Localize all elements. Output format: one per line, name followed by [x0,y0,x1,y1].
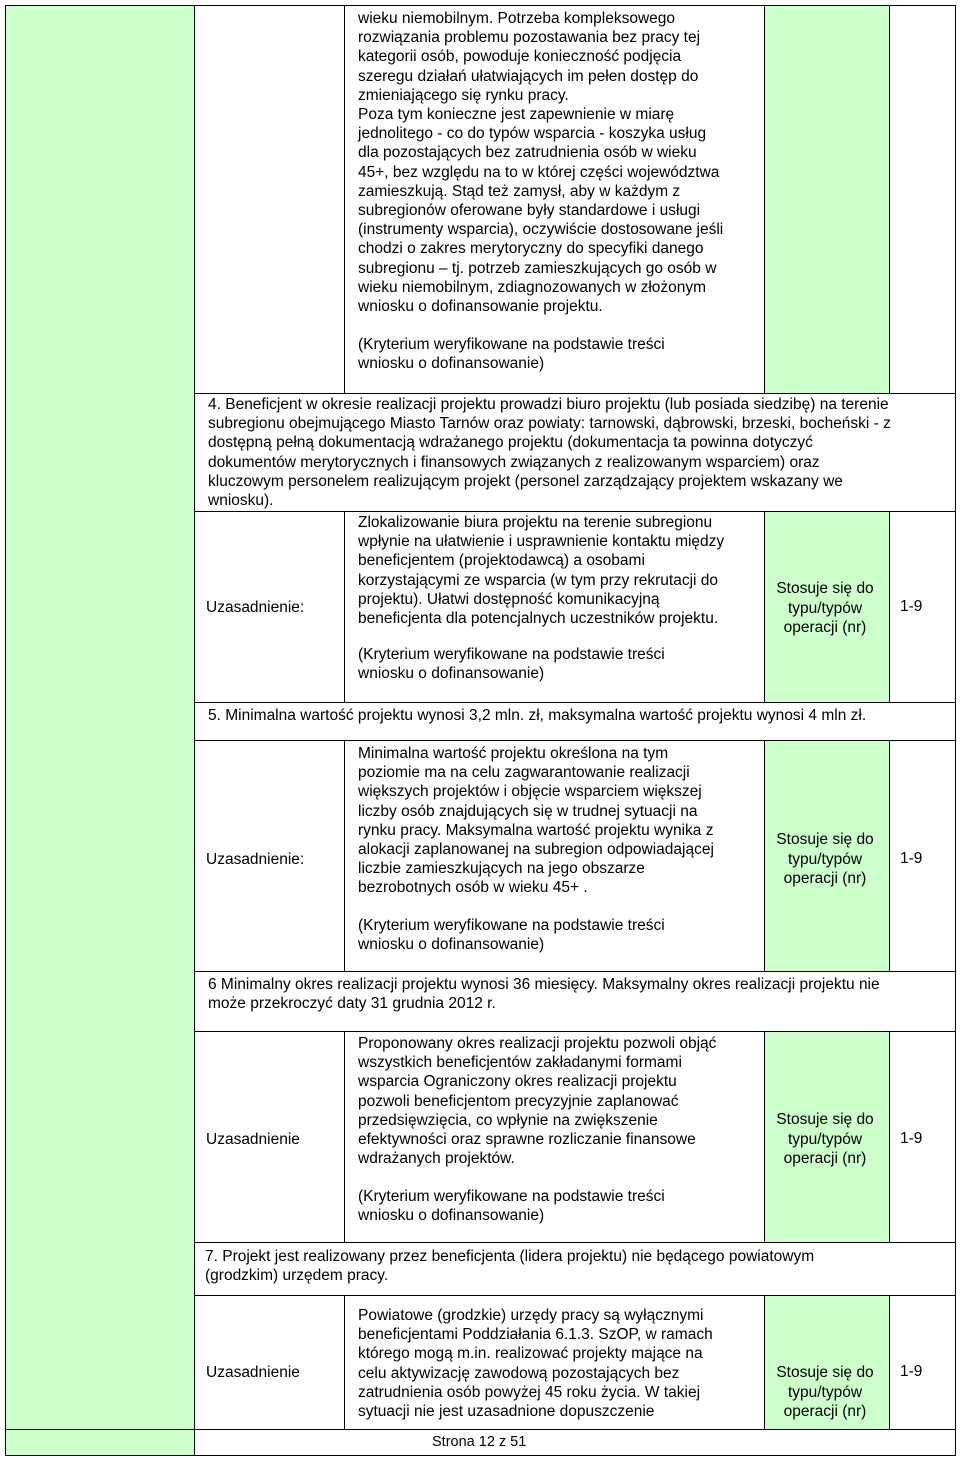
divider [194,1031,956,1032]
justification-label: Uzasadnienie: [206,599,305,616]
criterion-4-justification: Zlokalizowanie biura projektu na terenie subregionu wpłynie na ułatwienie i usprawnienie kontaktu między beneficjentem (projektodawcą) a osobami korzystającymi ze wsparcia (w tym przy rekrutacji do projektu). Ułatwi dostępność komunikacyjną beneficjenta dla potencjalnych uczestników projektu. [358,514,725,628]
divider [344,740,345,971]
criterion-6-header: 6 Minimalny okres realizacji projektu wynosi 36 miesięcy. Maksymalny okres realizacji projektu nie może przekroczyć daty 31 grudnia 2012 r. [208,976,880,1013]
divider [889,5,890,394]
criterion-5-justification: Minimalna wartość projektu określona na tym poziomie ma na celu zagwarantowanie realizacji większych projektów i objęcie wsparciem większej liczby osób znajdujących się w trudnej sytuacji na rynku pracy. Maksymalna wartość projektu wynika z alokacji zaplanowanej na subregion odpowiadającej liczbie zamieszkujących na jego obszarze bezrobotnych osób w wieku 45+ . [358,745,714,897]
divider [889,740,890,971]
table-border-left [5,5,6,1456]
operation-numbers: 1-9 [900,598,923,615]
divider [194,740,956,741]
table-border-top [5,5,956,6]
divider [344,5,345,394]
criterion-verification-note: (Kryterium weryfikowane na podstawie treści wniosku o dofinansowanie) [358,1188,665,1225]
applies-to-operation-types: Stosuje się do typu/typów operacji (nr) [776,1111,874,1167]
applies-to-operation-types: Stosuje się do typu/typów operacji (nr) [776,1364,874,1420]
divider [194,971,956,972]
justification-label: Uzasadnienie [206,1131,300,1148]
criterion-5-header: 5. Minimalna wartość projektu wynosi 3,2 mln. zł, maksymalna wartość projektu wynosi 4 mln zł. [208,707,867,724]
justification-text-continued: wieku niemobilnym. Potrzeba kompleksowego rozwiązania problemu pozostawania bez pracy tej kategorii osób, powoduje konieczność podjęcia szeregu działań ułatwiających im pełen dostęp do zmieniającego się rynku pracy. Poza tym konieczne jest zapewnienie w miarę jednolitego - co do typów wsparcia - koszyka usług dla pozostających bez zatrudnienia osób w wieku 45+, bez względu na to w której części województwa zamieszkują. Stąd też zamysł, aby w każdym z subregionów oferowane były standardowe i usługi (instrumenty wsparcia), oczywiście dostosowane jeśli chodzi o zakres merytoryczny do specyfiki danego subregionu – tj. potrzeb zamieszkujących go osób w wieku niemobilnym, zdiagnozowanych w złożonym wniosku o dofinansowanie projektu. [358,10,724,316]
criterion-verification-note: (Kryterium weryfikowane na podstawie treści wniosku o dofinansowanie) [358,917,665,954]
divider [344,1295,345,1429]
applies-to-operation-types: Stosuje się do typu/typów operacji (nr) [776,831,874,887]
page-number: Strona 12 z 51 [432,1434,527,1450]
applies-to-operation-types: Stosuje się do typu/typów operacji (nr) [776,580,874,636]
divider [889,1295,890,1429]
divider [889,511,890,702]
applies-column-top [765,6,889,394]
criterion-verification-note: (Kryterium weryfikowane na podstawie treści wniosku o dofinansowanie) [358,646,665,683]
criterion-6-justification: Proponowany okres realizacji projektu pozwoli objąć wszystkich beneficjentów zakładanymi formami wsparcia Ograniczony okres realizacji projektu pozwoli beneficjentom precyzyjnie zaplanować przedsięwzięcia, co wpłynie na zwiększenie efektywności oraz sprawne rozliczanie finansowe wdrażanych projektów. [358,1035,717,1168]
left-margin-column [6,6,194,1456]
divider [889,1031,890,1242]
left-col-divider [194,5,195,1456]
table-border-bottom [5,1455,956,1456]
criterion-verification-note: (Kryterium weryfikowane na podstawie treści wniosku o dofinansowanie) [358,336,665,373]
justification-label: Uzasadnienie: [206,851,305,868]
criterion-4-header: 4. Beneficjent w okresie realizacji projektu prowadzi biuro projektu (lub posiada siedzibę) na terenie subregionu obejmującego Miasto Tarnów oraz powiaty: tarnowski, dąbrowski, brzeski, bocheński - z dostępną pełną dokumentacją wdrażanego projektu (dokumentacja ta powinna dotyczyć dokumentów merytorycznych i finansowych związanych z realizowanym wsparciem) oraz kluczowym personelem realizującym projekt (personel zarządzający projektem wskazany we wniosku). [208,396,891,510]
criterion-7-justification: Powiatowe (grodzkie) urzędy pracy są wyłącznymi beneficjentami Poddziałania 6.1.3. SzOP, w ramach którego mogą m.in. realizować projekty mające na celu aktywizację zawodową pozostających bez zatrudnienia osób powyżej 45 roku życia. W takiej sytuacji nie jest uzasadnione dopuszczenie [358,1307,713,1421]
table-border-right [955,5,956,1456]
divider [194,393,956,394]
divider [344,511,345,702]
divider [194,702,956,703]
divider [194,1242,956,1243]
divider [764,5,765,394]
operation-numbers: 1-9 [900,850,923,867]
page-bottom-rule [5,1429,956,1430]
divider [194,511,956,512]
justification-label: Uzasadnienie [206,1364,300,1381]
divider [194,1295,956,1296]
divider [344,1031,345,1242]
criterion-7-header: 7. Projekt jest realizowany przez beneficjenta (lidera projektu) nie będącego powiatowym (grodzkim) urzędem pracy. [205,1248,815,1285]
operation-numbers: 1-9 [900,1363,923,1380]
operation-numbers: 1-9 [900,1130,923,1147]
